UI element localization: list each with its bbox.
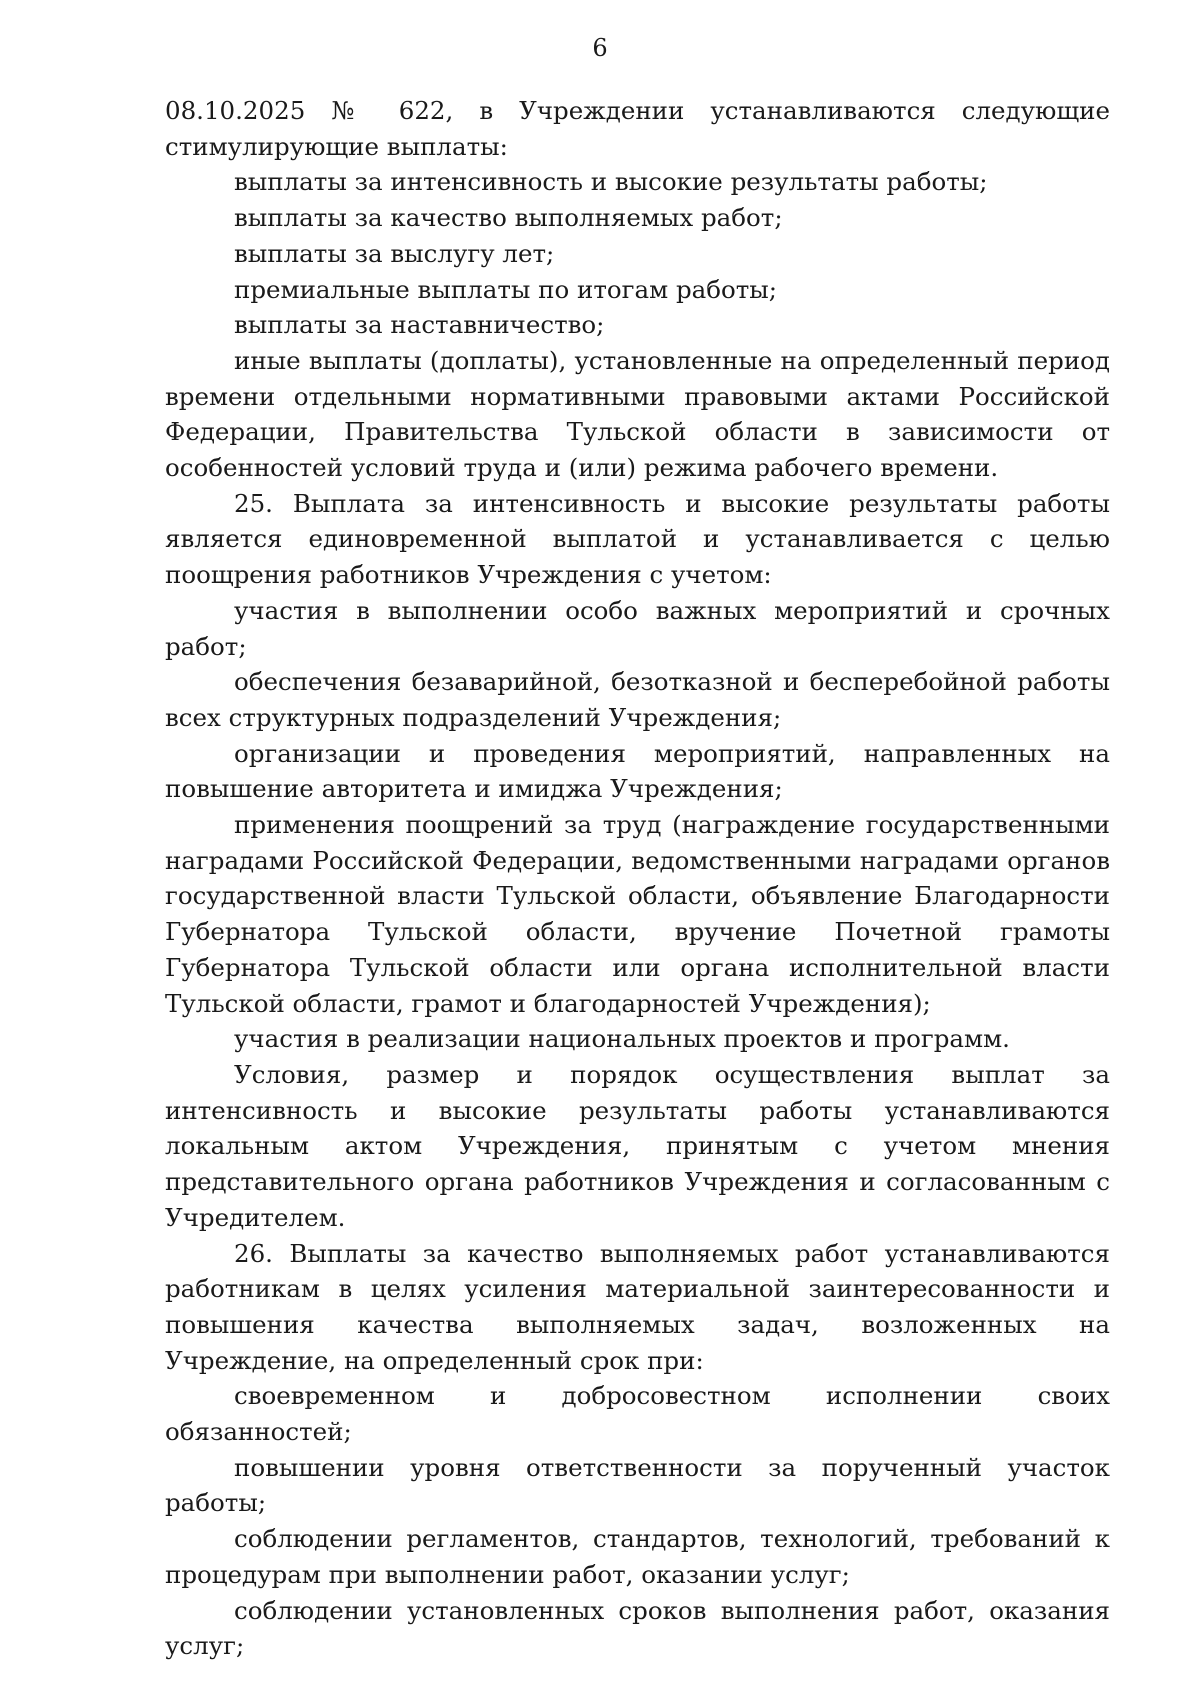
list-item-trouble-free-work: обеспечения безаварийной, безотказной и бесперебойной работы всех структурных подразделений Учреждения; <box>165 667 1110 732</box>
list-item-quality-payments: выплаты за качество выполняемых работ; <box>234 203 783 233</box>
list-item-mentoring-payments: выплаты за наставничество; <box>234 310 605 340</box>
clause-25: 25. Выплата за интенсивность и высокие результаты работы является единовременной выплатой и устанавливается с целью поощрения работников Учреждения с учетом: <box>165 488 1110 590</box>
list-item-national-projects: участия в реализации национальных проектов и программ. <box>234 1024 1010 1054</box>
list-item-regulations-compliance: соблюдении регламентов, стандартов, технологий, требований к процедурам при выполнении работ, оказании услуг; <box>165 1524 1110 1589</box>
list-item-authority-image: организации и проведения мероприятий, направленных на повышение авторитета и имиджа Учреждения; <box>165 738 1110 804</box>
paragraph-conditions: Условия, размер и порядок осуществления выплат за интенсивность и высокие результаты работы устанавливаются локальным актом Учреждения, принятым с учетом мнения представительного органа работников Учреждения и согласованным с Учредителем. <box>165 1059 1110 1232</box>
paragraph-intro: 08.10.2025 № 622, в Учреждении устанавливаются следующие стимулирующие выплаты: <box>165 96 1110 161</box>
document-body <box>165 93 1110 1664</box>
list-item-deadlines-compliance: соблюдении установленных сроков выполнения работ, оказания услуг; <box>165 1595 1110 1661</box>
list-item-timely-performance: своевременном и добросовестном исполнении своих обязанностей; <box>165 1381 1110 1447</box>
page-number: 6 <box>592 34 608 62</box>
list-item-bonus-payments: премиальные выплаты по итогам работы; <box>234 274 778 304</box>
clause-26: 26. Выплаты за качество выполняемых работ устанавливаются работникам в целях усиления материальной заинтересованности и повышения качества выполняемых задач, возложенных на Учреждение, на определенный срок при: <box>165 1238 1110 1375</box>
list-item-important-events: участия в выполнении особо важных мероприятий и срочных работ; <box>165 595 1110 661</box>
list-item-seniority-payments: выплаты за выслугу лет; <box>234 238 555 268</box>
list-item-responsibility: повышении уровня ответственности за порученный участок работы; <box>165 1452 1110 1518</box>
list-item-other-payments: иные выплаты (доплаты), установленные на определенный период времени отдельными нормативными правовыми актами Российской Федерации, Правительства Тульской области в зависимости от особенностей условий труда и (или) режима рабочего времени. <box>165 345 1110 483</box>
list-item-intensity-payments: выплаты за интенсивность и высокие результаты работы; <box>234 167 988 197</box>
list-item-labor-incentives: применения поощрений за труд (награждение государственными наградами Российской Федерации, ведомственными наградами органов государственной власти Тульской области, объявление Благодарности Губернатора Тульской области, вручение Почетной грамоты Губернатора Тульской области или органа исполнительной власти Тульской области, грамот и благодарностей Учреждения); <box>165 810 1110 1018</box>
